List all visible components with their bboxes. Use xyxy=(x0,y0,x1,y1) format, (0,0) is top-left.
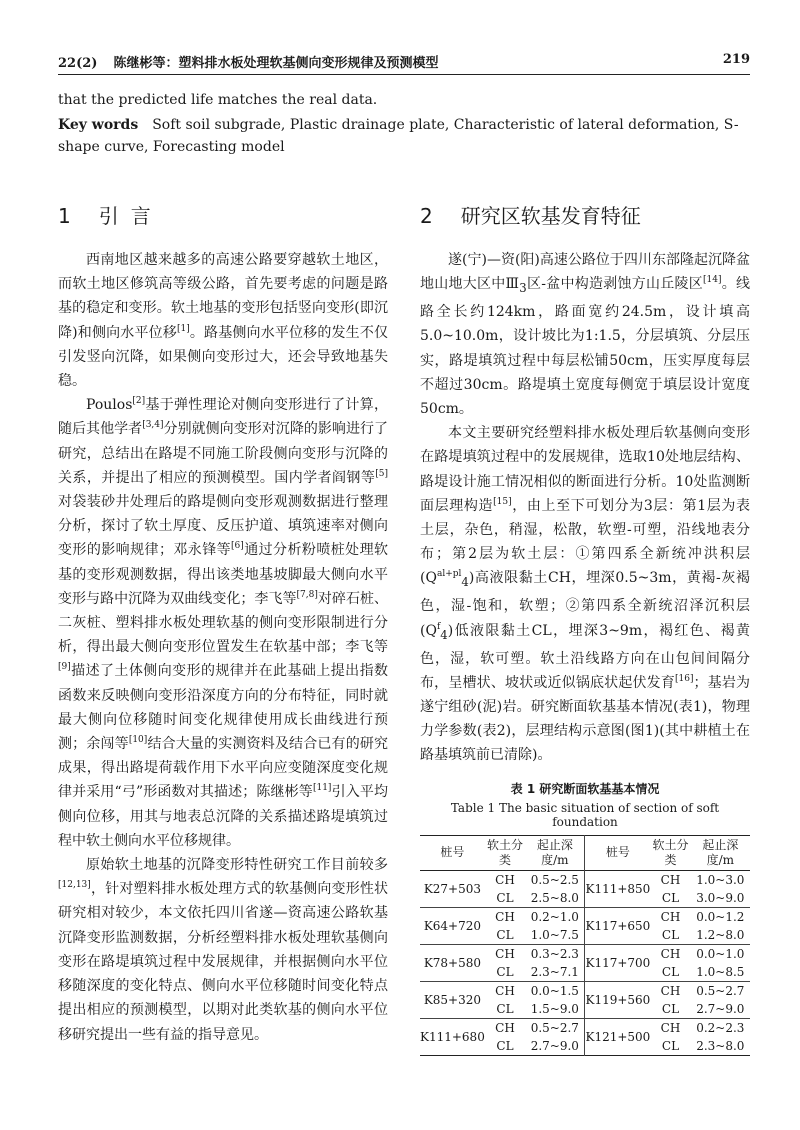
table-cell: K64+720 xyxy=(423,918,482,933)
table-cell: CL xyxy=(496,964,514,979)
running-title: 陈继彬等：塑料排水板处理软基侧向变形规律及预测模型 xyxy=(113,56,439,71)
citation: [7,8] xyxy=(296,589,318,600)
section-2-title: 研究区软基发育特征 xyxy=(460,204,641,228)
citation: [1] xyxy=(176,323,190,334)
keywords-text: Soft soil subgrade, Plastic drainage plate, Characteristic of lateral deformation, S-shape curve, Forecasting model xyxy=(58,117,739,155)
section-1-heading xyxy=(58,200,388,230)
table-cell: 2.7~9.0 xyxy=(525,1037,585,1056)
table-cell: K85+320 xyxy=(423,992,482,1007)
table-cell: CH xyxy=(660,983,681,998)
table-row xyxy=(420,981,750,1000)
table-cell: 0.0~1.5 xyxy=(525,981,585,1000)
table-cell: CH xyxy=(495,872,515,887)
intro-paragraph-1: 西南地区越来越多的高速公路要穿越软土地区，而软土地区修筑高等级公路，首先要考虑的问题是路基的稳定和变形。软土地基的变形包括竖向变形(即沉降)和侧向水平位移[1]。路基侧向水平位移的发生不仅引发竖向沉降，如果侧向变形过大，还会导致地基失稳。 xyxy=(58,252,389,390)
table-cell: 0.2~2.3 xyxy=(696,1020,745,1035)
table-cell: CL xyxy=(661,890,680,905)
table-cell: CH xyxy=(660,872,681,887)
table-row xyxy=(420,944,750,963)
citation: [16] xyxy=(675,673,694,684)
table-cell: CL xyxy=(496,890,514,905)
table-cell: CH xyxy=(660,1020,681,1035)
table-cell: K27+503 xyxy=(423,881,482,896)
table-cell: K111+680 xyxy=(420,1029,485,1044)
header-left xyxy=(58,52,438,71)
left-column xyxy=(58,200,388,1047)
table-cell: K117+700 xyxy=(585,955,651,970)
intro-paragraph-3: 原始软土地基的沉降变形特性研究工作目前较多[12,13]，针对塑料排水板处理方式的软基侧向变形性状研究相对较少，本文依托四川省遂—资高速公路软基沉降变形监测数据，分析经塑料排水板处理软基侧向变形在路堤填筑过程中发展规律，并根据侧向水平位移随深度的变化特点、侧向水平位移随时间变化特点提出相应的预测模型，以期对此类软基的侧向水平位移研究提出一些有益的指导意见。 xyxy=(58,857,388,1043)
running-header xyxy=(58,52,750,74)
keywords xyxy=(58,114,750,158)
table-cell: CH xyxy=(495,909,515,924)
table-cell: CH xyxy=(495,946,515,961)
citation: [9] xyxy=(58,662,71,673)
table-header-cell: 起止深度/m xyxy=(525,835,585,870)
table-cell: 1.5~9.0 xyxy=(525,1000,585,1019)
table-1-caption xyxy=(420,780,750,829)
table-header-cell: 桩号 xyxy=(605,845,630,860)
study-area-paragraph-2: 本文主要研究经塑料排水板处理后软基侧向变形在路堤填筑过程中的发展规律，选取10处地层结构、路堤设计施工情况相似的断面进行分析。10处监测断面层理构造[15]，由上至下可划分为3层：第1层为表土层，杂色，稍湿，松散，软塑-可塑，沿线地表分布；第2层为软土层：①第四系全新统冲洪积层$(Q^{al+pl}_4)$高液限黏土CH，埋深0.5~3m，黄褐-灰褐色，湿-饱和，软塑；②第四系全新统沼泽沉积层$(Q^f_4)$低液限黏土CL，埋深3~9m，褐红色、褐黄色，湿，软可塑。软土沿线路方向在山包间间隔分布，呈槽状、坡状或近似锅底状起伏发育[16]；基岩为遂宁组砂(泥)岩。研究断面软基基本情况(表1)，物理力学参数(表2)，层理结构示意图(图1)(其中耕植土在路基填筑前已清除)。 xyxy=(420,425,751,764)
table-cell: CH xyxy=(660,946,681,961)
table-cell: CL xyxy=(496,927,514,942)
table-cell: 0.2~1.0 xyxy=(525,907,585,926)
table-cell: 1.0~7.5 xyxy=(525,926,585,945)
abstract-tail: that the predicted life matches the real data. xyxy=(58,92,378,108)
table-row xyxy=(420,870,750,889)
page-number: 219 xyxy=(722,52,750,67)
table-cell: CH xyxy=(495,983,515,998)
table-cell: CH xyxy=(660,909,681,924)
citation: [2] xyxy=(132,396,146,407)
table-header-cell: 桩号 xyxy=(440,845,465,860)
table-row xyxy=(420,1018,750,1037)
table-cell: 2.7~9.0 xyxy=(696,1001,745,1016)
section-2-heading xyxy=(420,200,750,230)
table-header-cell: 起止深度/m xyxy=(702,837,739,867)
table-cell: 1.0~8.5 xyxy=(696,964,745,979)
table-cell: CH xyxy=(495,1020,515,1035)
table-cell: 0.5~2.5 xyxy=(525,870,585,889)
table-cell: K78+580 xyxy=(423,955,482,970)
citation: [3,4] xyxy=(142,420,164,431)
keywords-label: Key words xyxy=(58,117,139,133)
table-cell: 2.3~7.1 xyxy=(525,963,585,982)
table-cell: 3.0~9.0 xyxy=(696,890,745,905)
table-cell: CL xyxy=(661,927,680,942)
table-cell: 2.5~8.0 xyxy=(525,889,585,908)
table-header-cell: 软土分类 xyxy=(652,837,689,867)
table-cell: K117+650 xyxy=(585,918,651,933)
issue-number: 22(2) xyxy=(58,56,98,71)
table-cell: 1.0~3.0 xyxy=(696,872,745,887)
table-cell: 1.2~8.0 xyxy=(696,927,745,942)
table-cell: 0.5~2.7 xyxy=(525,1018,585,1037)
table-cell: CL xyxy=(496,1001,514,1016)
intro-paragraph-2: Poulos[2]基于弹性理论对侧向变形进行了计算，随后其他学者[3,4]分别就侧向变形对沉降的影响进行了研究，总结出在路堤不同施工阶段侧向变形与沉降的关系，并提出了相应的预测模型。国内学者阎钢等[5]对袋装砂井处理后的路堤侧向变形观测数据进行整理分析，探讨了软土厚度、反压护道、填筑速率对侧向变形的影响规律；邓永锋等[6]通过分析粉喷桩处理软基的变形观测数据，得出该类地基坡脚最大侧向水平变形与路中沉降为双曲线变化；李飞等[7,8]对碎石桩、二灰桩、塑料排水板处理软基的侧向变形限制进行分析，得出最大侧向变形位置发生在软基中部；李飞等[9]描述了土体侧向变形的规律并在此基础上提出指数函数来反映侧向变形沿深度方向的分布特征，同时就最大侧向位移随时间变化规律使用成长曲线进行预测；余闯等[10]结合大量的实测资料及结合已有的研究成果，得出路堤荷载作用下水平向应变随深度变化规律并采用“弓”形函数对其描述；陈继彬等[11]引入平均侧向位移，用其与地表总沉降的关系描述路堤填筑过程中软土侧向水平位移规律。 xyxy=(58,396,389,849)
table-1-caption-en: Table 1 The basic situation of section of soft foundation xyxy=(450,800,720,829)
right-column xyxy=(420,200,750,1056)
table-header-cell: 软土分类 xyxy=(486,837,523,867)
table-row xyxy=(420,907,750,926)
study-area-paragraph-1: 遂(宁)—资(阳)高速公路位于四川东部隆起沉降盆地山地大区中$Ⅲ_3$区-盆中构造剥蚀方山丘陵区[14]。线路全长约124km，路面宽约24.5m，设计填高5.0~10.0m，设计坡比为1:1.5，分层填筑、分层压实，路堤填筑过程中每层松铺50cm，压实厚度每层不超过30cm。路堤填土宽度每侧宽于填层设计宽度50cm。 xyxy=(420,252,750,418)
header-rule xyxy=(58,74,750,75)
section-1-number: 1 xyxy=(58,204,71,228)
table-cell: 0.0~1.2 xyxy=(696,909,745,924)
table-cell: CL xyxy=(661,1001,680,1016)
table-cell: 2.3~8.0 xyxy=(696,1038,745,1053)
table-cell: 0.0~1.0 xyxy=(696,946,745,961)
table-cell: CL xyxy=(661,1038,680,1053)
citation: [10] xyxy=(128,735,148,746)
table-cell: K111+850 xyxy=(585,881,651,896)
table-cell: 0.3~2.3 xyxy=(525,944,585,963)
section-1-title: 引言 xyxy=(98,204,163,228)
table-1-caption-cn: 表 1 研究断面软基基本情况 xyxy=(510,781,660,796)
table-cell: K121+500 xyxy=(585,1029,651,1044)
table-cell: 0.5~2.7 xyxy=(696,983,745,998)
citation: [15] xyxy=(493,496,512,507)
table-cell: CL xyxy=(496,1038,514,1053)
section-2-number: 2 xyxy=(420,204,433,228)
citation: [5] xyxy=(375,468,388,479)
citation: [11] xyxy=(312,783,332,794)
table-cell: CL xyxy=(661,964,680,979)
citation: [6] xyxy=(231,541,244,552)
citation: [12,13] xyxy=(58,880,91,891)
table-cell: K119+560 xyxy=(585,992,651,1007)
table-1 xyxy=(420,835,750,1056)
citation: [14] xyxy=(703,275,722,286)
